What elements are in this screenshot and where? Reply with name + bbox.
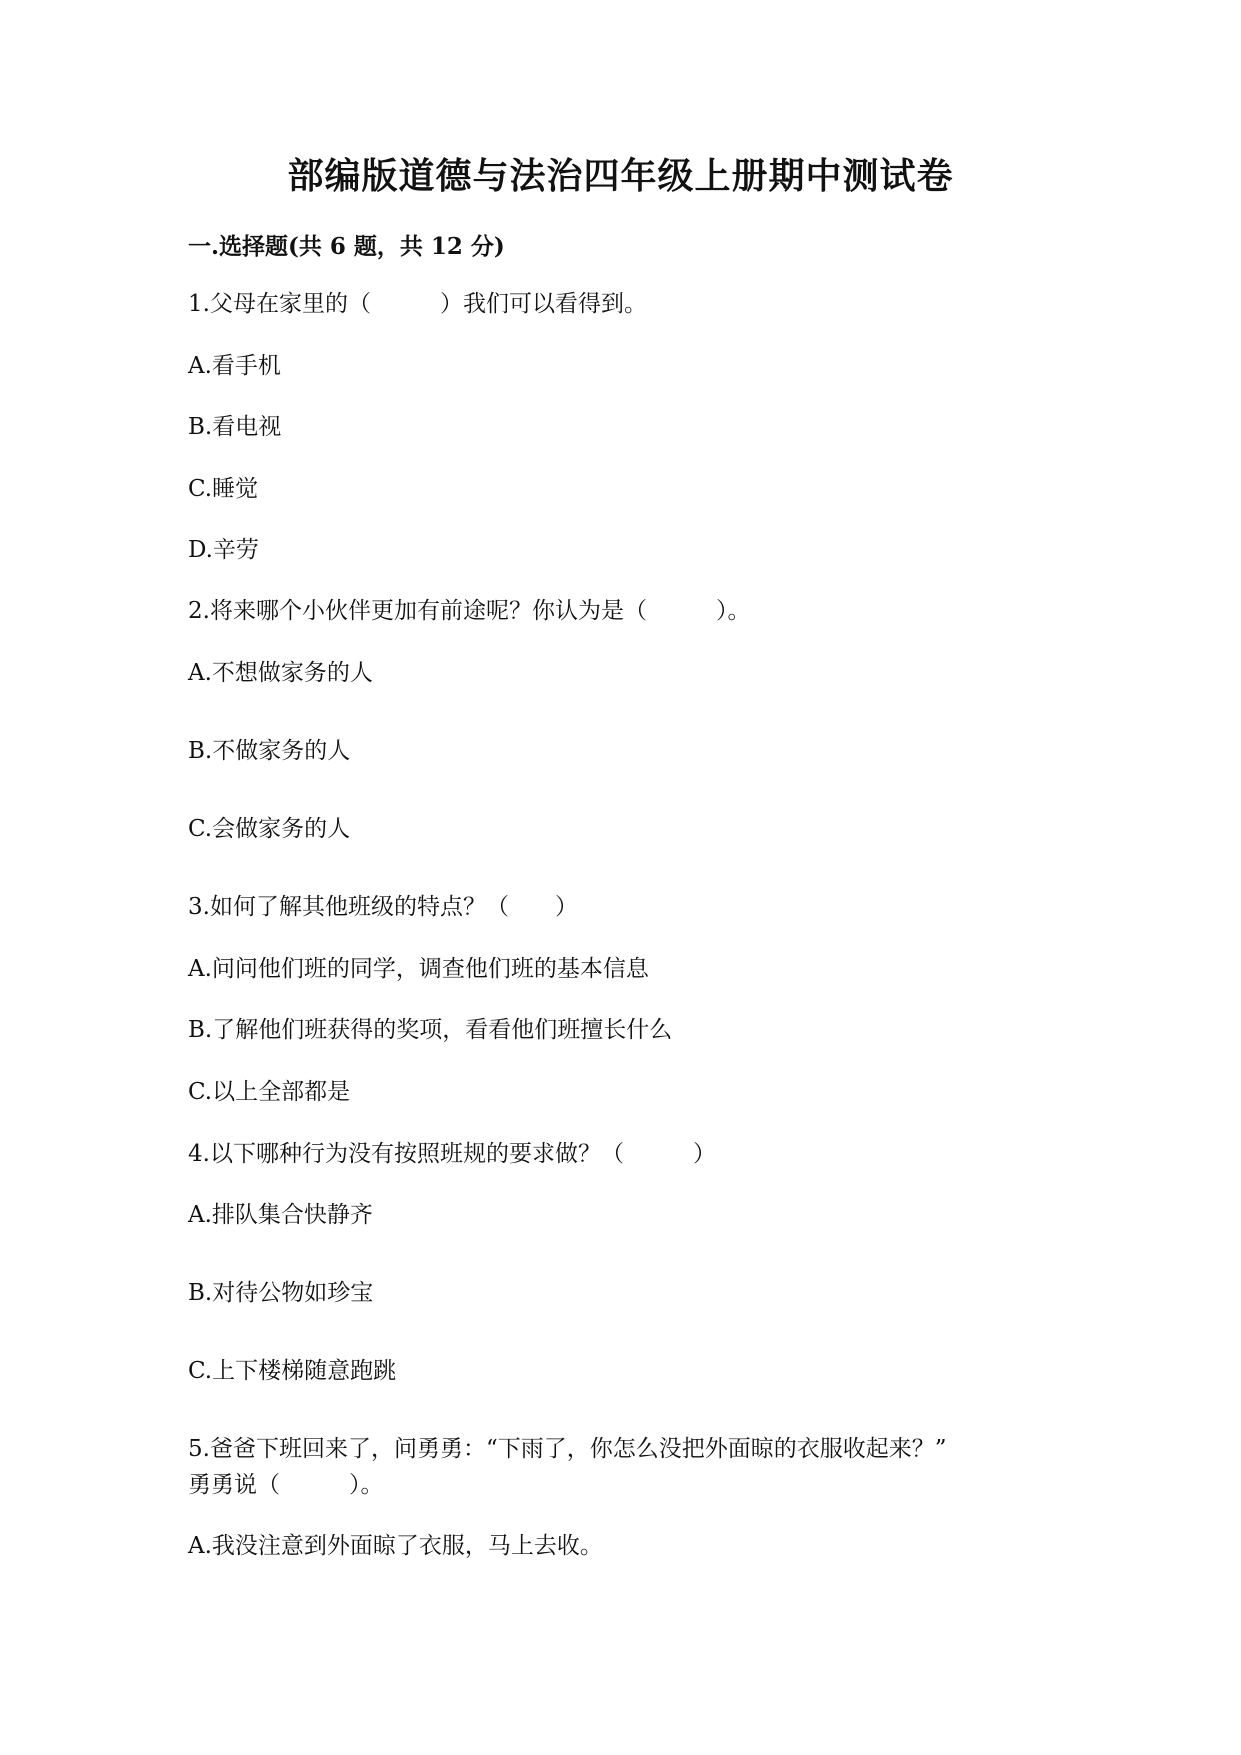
question-4-option-b: B.对待公物如珍宝 [188,1280,374,1306]
question-5-stem-line-2: 勇勇说（ ）。 [188,1472,384,1498]
question-3-stem: 3.如何了解其他班级的特点？（ ） [188,894,578,920]
question-4-option-c: C.上下楼梯随意跑跳 [188,1358,397,1384]
question-5-stem-line-1: 5.爸爸下班回来了，问勇勇：“下雨了，你怎么没把外面晾的衣服收起来？” [188,1436,947,1462]
question-1-stem: 1.父母在家里的（ ）我们可以看得到。 [188,291,647,317]
question-2-stem: 2.将来哪个小伙伴更加有前途呢？你认为是（ ）。 [188,598,751,624]
question-1-option-a: A.看手机 [188,353,281,379]
question-4-stem: 4.以下哪种行为没有按照班规的要求做？（ ） [188,1141,716,1167]
question-5-option-a: A.我没注意到外面晾了衣服，马上去收。 [188,1533,603,1559]
page-title: 部编版道德与法治四年级上册期中测试卷 [287,155,954,197]
question-2-option-a: A.不想做家务的人 [188,660,373,686]
question-1-option-d: D.辛劳 [188,537,259,563]
section-heading: 一.选择题(共 6 题，共 12 分) [188,233,505,260]
question-1-option-c: C.睡觉 [188,476,259,502]
question-3-option-c: C.以上全部都是 [188,1079,351,1105]
question-1-option-b: B.看电视 [188,414,282,440]
question-4-option-a: A.排队集合快静齐 [188,1202,373,1228]
question-3-option-a: A.问问他们班的同学，调查他们班的基本信息 [188,956,649,982]
question-2-option-b: B.不做家务的人 [188,738,351,764]
question-2-option-c: C.会做家务的人 [188,816,351,842]
question-3-option-b: B.了解他们班获得的奖项，看看他们班擅长什么 [188,1017,673,1043]
